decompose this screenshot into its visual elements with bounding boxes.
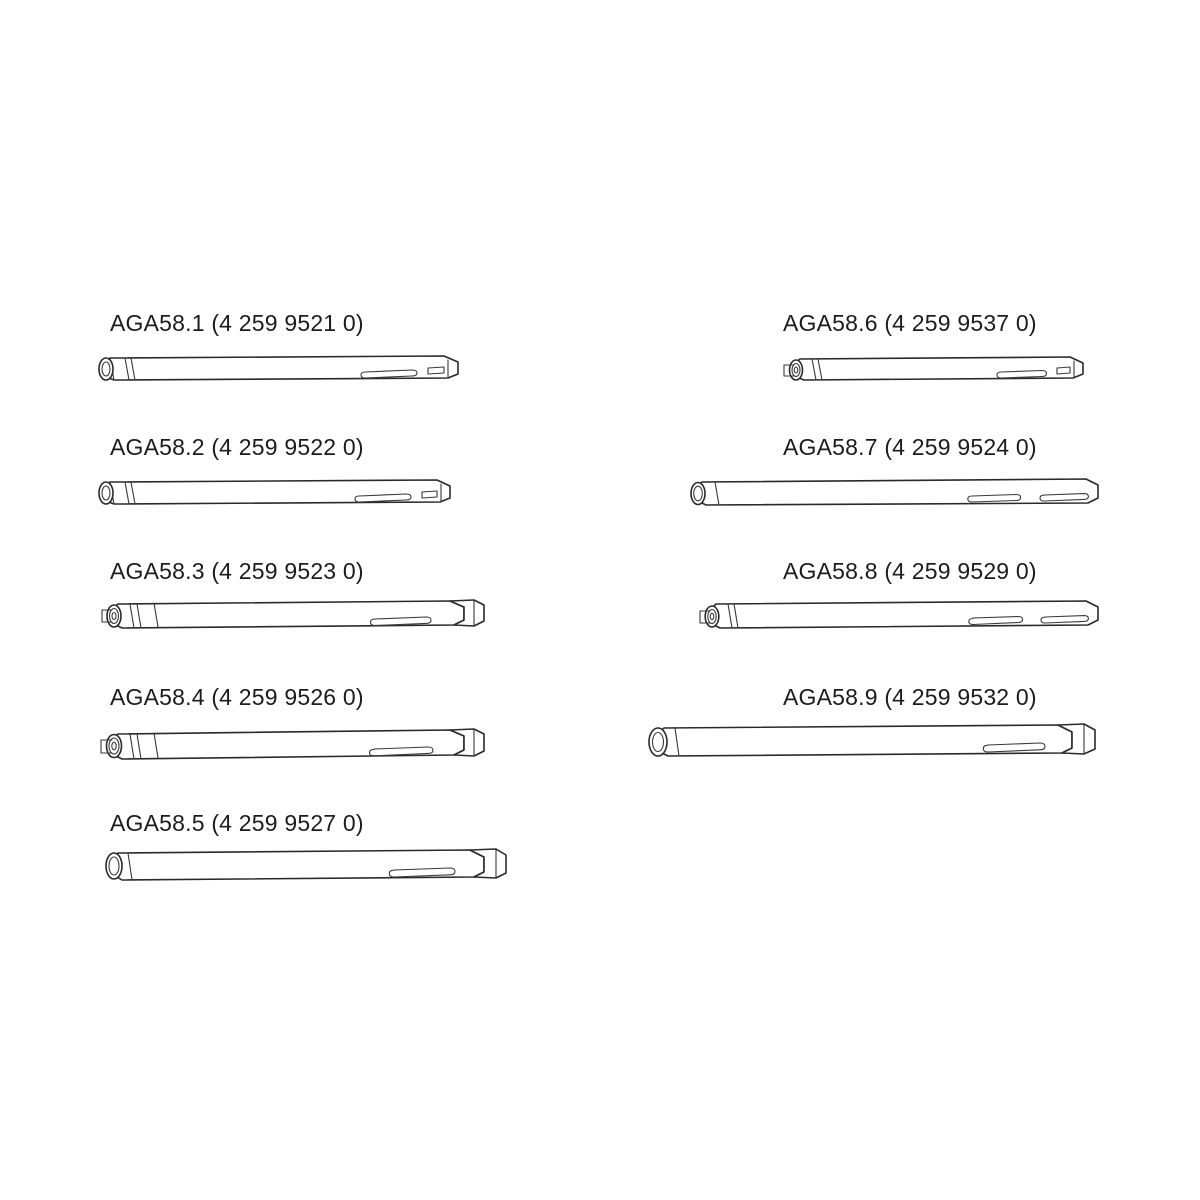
part-label-aga58-1: AGA58.1 (4 259 9521 0): [110, 310, 364, 336]
part-label-aga58-3: AGA58.3 (4 259 9523 0): [110, 558, 364, 584]
part-label-aga58-9: AGA58.9 (4 259 9532 0): [783, 684, 1037, 710]
part-figure-aga58-8: [690, 592, 1115, 642]
part-figure-aga58-2: [92, 472, 467, 520]
part-figure-aga58-7: [684, 472, 1114, 520]
part-figure-aga58-3: [92, 592, 497, 642]
part-label-aga58-2: AGA58.2 (4 259 9522 0): [110, 434, 364, 460]
tube-body-aga58-8: [700, 601, 1098, 628]
part-label-aga58-4: AGA58.4 (4 259 9526 0): [110, 684, 364, 710]
part-label-aga58-8: AGA58.8 (4 259 9529 0): [783, 558, 1037, 584]
part-figure-aga58-6: [772, 348, 1112, 396]
part-figure-aga58-1: [92, 348, 472, 396]
part-figure-aga58-5: [92, 840, 522, 894]
part-label-aga58-6: AGA58.6 (4 259 9537 0): [783, 310, 1037, 336]
part-figure-aga58-4: [88, 720, 498, 772]
part-label-aga58-7: AGA58.7 (4 259 9524 0): [783, 434, 1037, 460]
part-label-aga58-5: AGA58.5 (4 259 9527 0): [110, 810, 364, 836]
part-figure-aga58-9: [636, 714, 1111, 770]
tube-body-aga58-7: [691, 479, 1098, 505]
